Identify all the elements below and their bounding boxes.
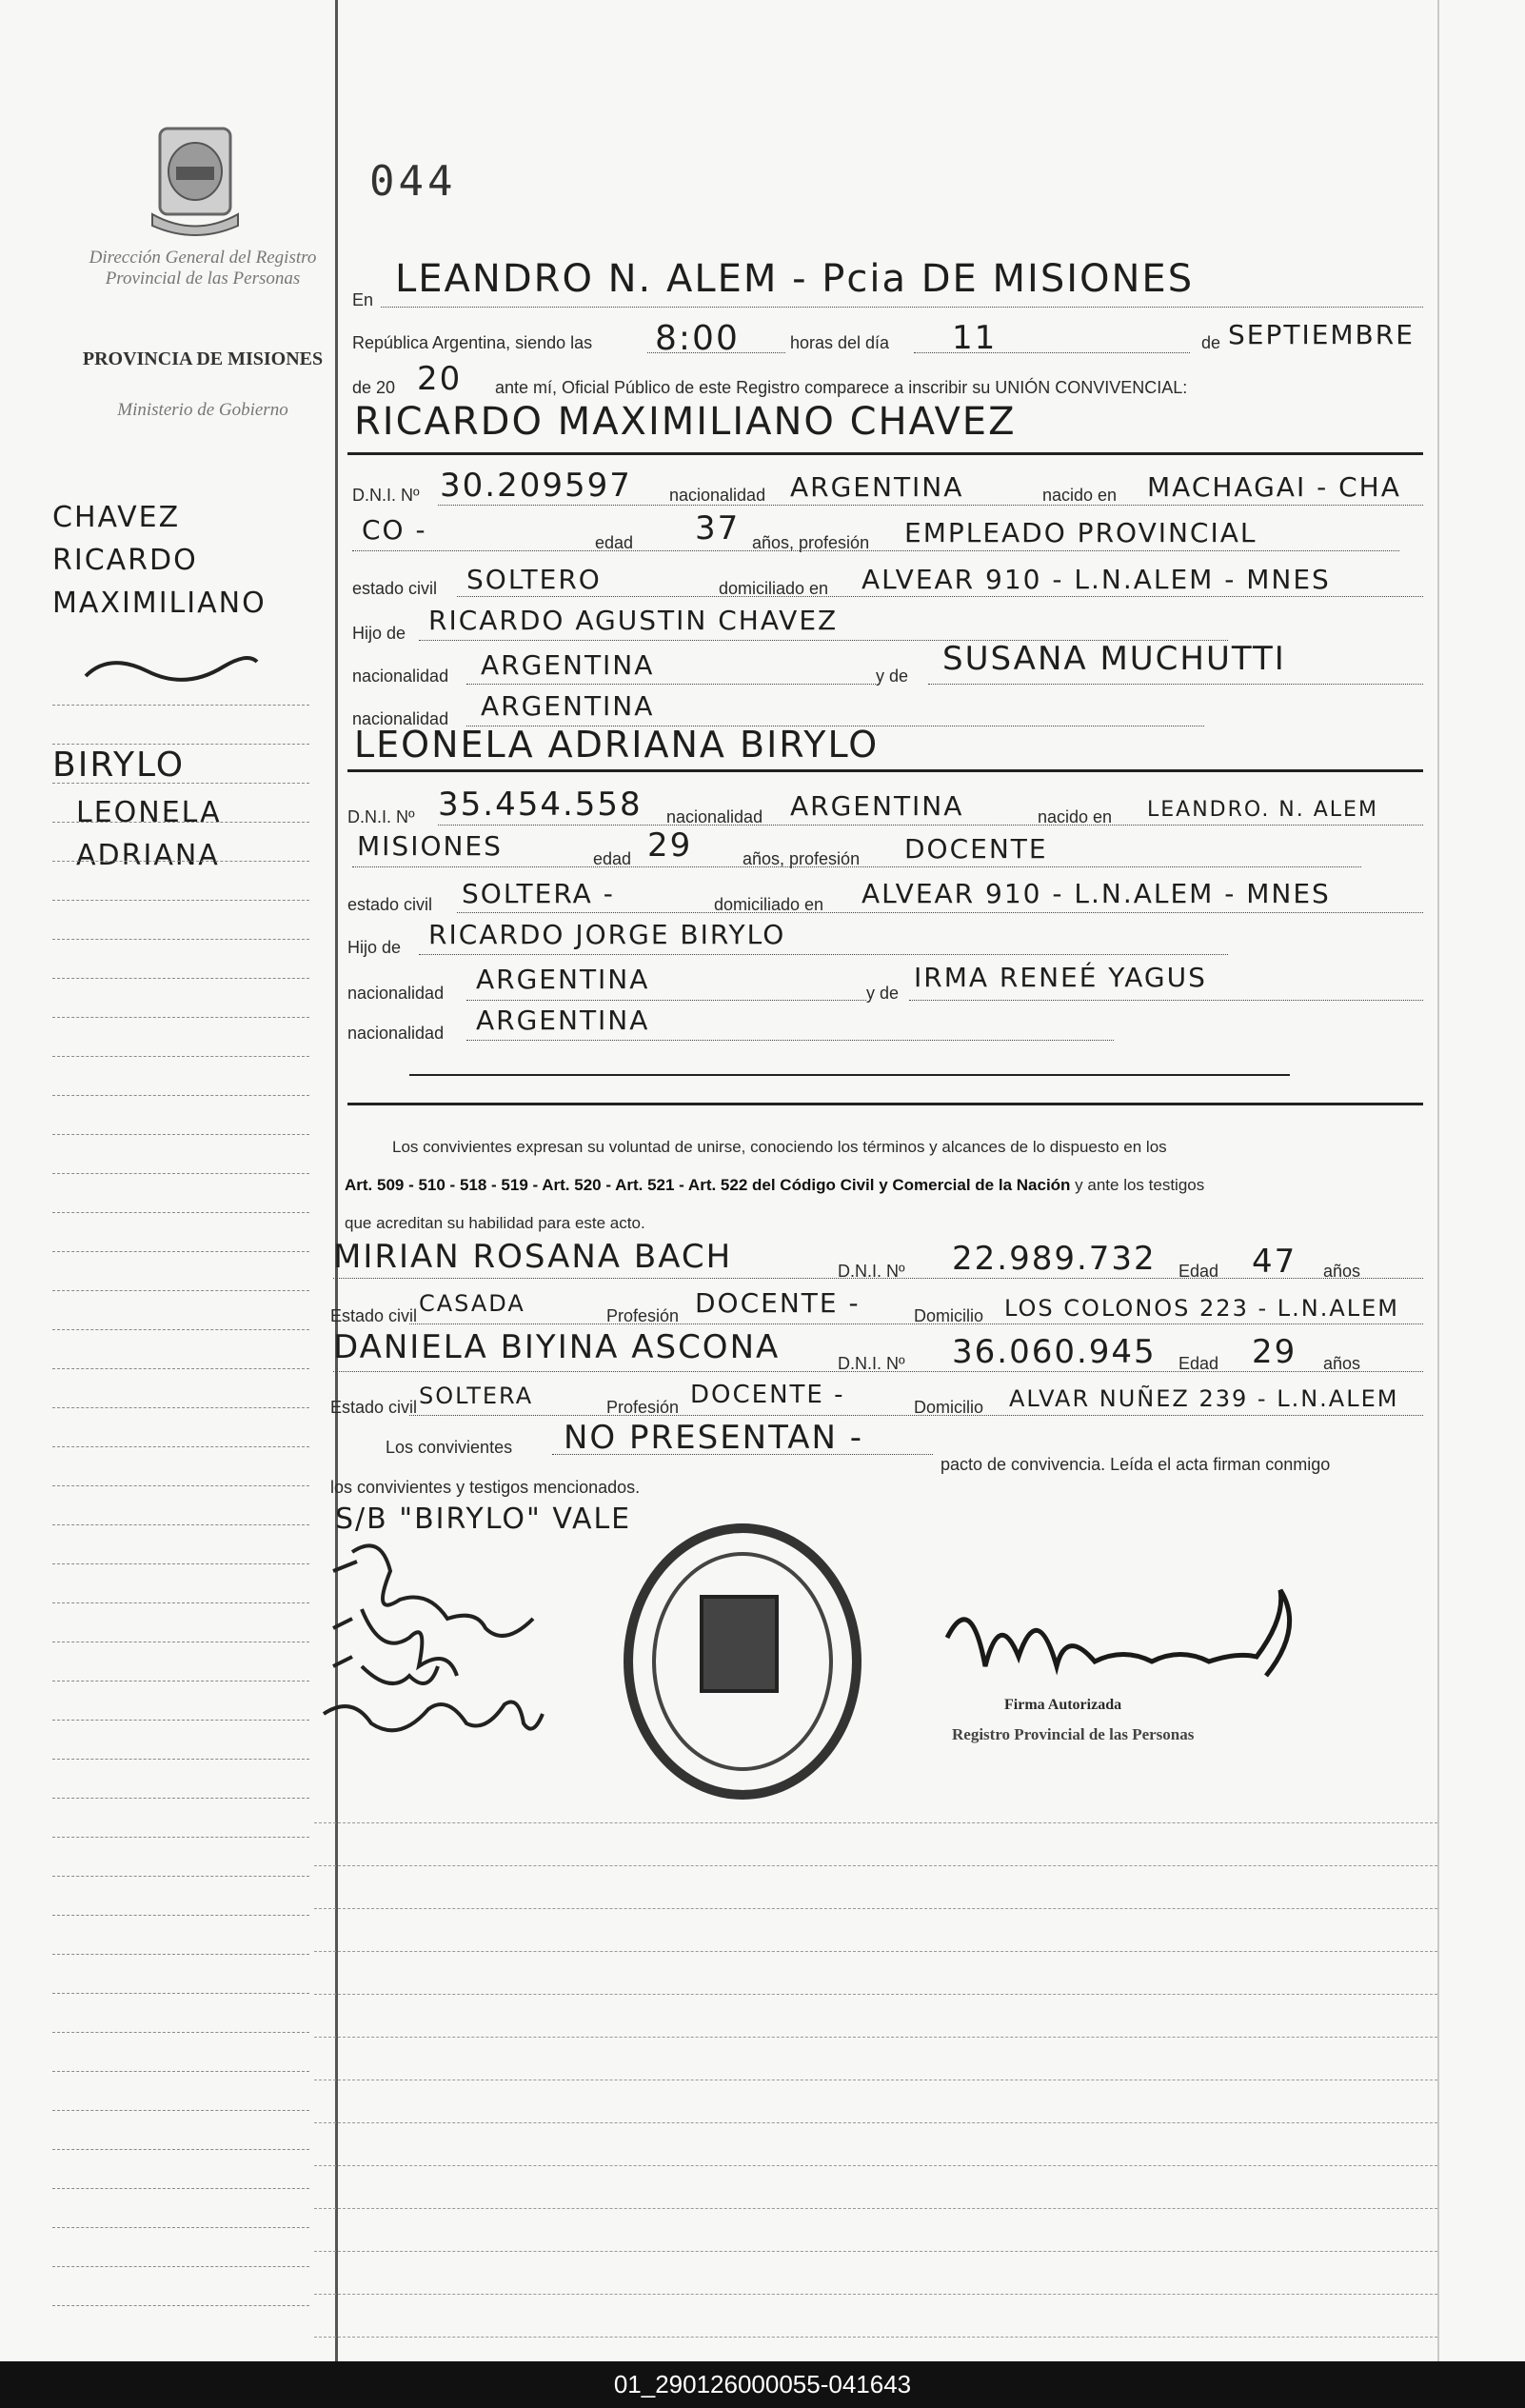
label-nacionalidad: nacionalidad [352, 667, 449, 686]
label-nacionalidad: nacionalidad [347, 1024, 445, 1043]
margin-name-line: MAXIMILIANO [52, 587, 267, 620]
witness2-profession: DOCENTE - [690, 1381, 845, 1409]
label-estado-civil: estado civil [352, 579, 438, 598]
field-rule [409, 1415, 1423, 1416]
act-place: LEANDRO N. ALEM - Pcia DE MISIONES [395, 257, 1195, 301]
signature-caption: Firma Autorizada [1004, 1697, 1122, 1713]
person1-nationality: ARGENTINA [790, 471, 964, 503]
name-underline [347, 769, 1423, 772]
label-anos-profesion: años, profesión [752, 533, 870, 552]
person2-birthplace: LEANDRO. N. ALEM [1147, 798, 1378, 822]
label-domiciliado-en: domiciliado en [714, 895, 824, 914]
person1-age: 37 [695, 509, 741, 547]
label-los-convivientes: Los convivientes [386, 1438, 513, 1457]
separator-line [409, 1074, 1290, 1076]
witness1-name: MIRIAN ROSANA BACH [333, 1238, 733, 1276]
field-rule [914, 352, 1190, 353]
witness2-civil-status: SOLTERA [419, 1383, 534, 1409]
blank-ruled-lines [314, 1781, 1437, 2338]
page-right-border [1437, 0, 1439, 2361]
person2-profession: DOCENTE [904, 833, 1048, 865]
person1-birthplace-cont: CO - [362, 514, 427, 546]
person2-age: 29 [647, 826, 693, 865]
label-y-de: y de [876, 667, 909, 686]
label-horas: horas del día [790, 333, 890, 352]
person2-birthplace-cont: MISIONES [357, 830, 503, 862]
label-y-de: y de [866, 984, 900, 1003]
label-hijo-de: Hijo de [347, 938, 402, 957]
field-rule [352, 550, 1399, 551]
label-testigos: los convivientes y testigos mencionados. [330, 1478, 641, 1497]
person2-mother: IRMA RENEÉ YAGUS [914, 962, 1207, 993]
label-ante-mi: ante mí, Oficial Público de este Registro comparece a inscribir su UNIÓN CONVIVENCIAL: [495, 378, 1188, 397]
label-edad: Edad [1178, 1262, 1219, 1281]
act-day: 11 [952, 319, 998, 357]
label-anos: años [1323, 1354, 1361, 1373]
witness1-dni: 22.989.732 [952, 1240, 1157, 1278]
signature-office: Registro Provincial de las Personas [952, 1725, 1195, 1743]
label-hijo-de: Hijo de [352, 624, 406, 643]
coat-of-arms-logo [143, 119, 248, 243]
field-rule [928, 684, 1423, 685]
label-nacionalidad: nacionalidad [666, 807, 763, 826]
legal-text-rest: y ante los testigos [1075, 1176, 1205, 1194]
label-nacionalidad: nacionalidad [347, 984, 445, 1003]
officer-signature [942, 1581, 1314, 1695]
person2-dni: 35.454.558 [438, 786, 643, 824]
party-signatures [314, 1533, 562, 1752]
label-nacido-en: nacido en [1042, 486, 1118, 505]
margin-name-line: LEONELA [76, 796, 222, 829]
person1-birthplace: MACHAGAI - CHA [1147, 471, 1401, 503]
field-rule [466, 684, 876, 685]
label-nacido-en: nacido en [1038, 807, 1113, 826]
field-rule [552, 1454, 933, 1455]
pact-value: NO PRESENTAN - [564, 1419, 864, 1457]
margin-ruled-lines [52, 667, 309, 2306]
witness1-age: 47 [1252, 1243, 1297, 1281]
legal-text [345, 1128, 1420, 1243]
label-estado-civil: Estado civil [330, 1306, 418, 1325]
field-rule [381, 307, 1423, 308]
label-dni: D.N.I. Nº [838, 1354, 905, 1373]
label-dni: D.N.I. Nº [838, 1262, 905, 1281]
label-de-20: de 20 [352, 378, 396, 397]
person1-dni: 30.209597 [440, 467, 632, 505]
label-nacionalidad: nacionalidad [669, 486, 766, 505]
witness2-age: 29 [1252, 1333, 1297, 1371]
label-nacionalidad: nacionalidad [352, 709, 449, 728]
field-rule [333, 1278, 1423, 1279]
label-anos-profesion: años, profesión [743, 849, 861, 868]
label-anos: años [1323, 1262, 1361, 1281]
field-rule [647, 352, 785, 353]
label-republica: República Argentina, siendo las [352, 333, 593, 352]
province-name: PROVINCIA DE MISIONES [82, 348, 324, 369]
label-estado-civil: Estado civil [330, 1398, 418, 1417]
label-pacto: pacto de convivencia. Leída el acta firman conmigo [941, 1455, 1331, 1474]
legal-text-line [345, 1166, 1420, 1204]
field-rule [352, 866, 1361, 867]
field-rule [457, 912, 1423, 913]
person1-civil-status: SOLTERO [466, 564, 602, 595]
act-hour: 8:00 [655, 319, 740, 358]
seal-center-emblem [700, 1595, 779, 1693]
witness2-address: ALVAR NUÑEZ 239 - L.N.ALEM [1009, 1385, 1399, 1412]
legal-articles: Art. 509 - 510 - 518 - 519 - Art. 520 - Art. 521 - Art. 522 del Código Civil y Comercial de la Nación [345, 1176, 1071, 1194]
witness2-dni: 36.060.945 [952, 1333, 1157, 1371]
person1-mother-nationality: ARGENTINA [481, 690, 655, 722]
margin-name-line: RICARDO [52, 544, 198, 577]
act-year: 20 [417, 360, 463, 398]
field-rule [333, 1371, 1423, 1372]
label-domiciliado-en: domiciliado en [719, 579, 829, 598]
witness1-profession: DOCENTE - [695, 1287, 861, 1319]
label-profesion: Profesión [606, 1398, 680, 1417]
legal-text-line: Los convivientes expresan su voluntad de unirse, conociendo los términos y alcances de lo dispuesto en los [392, 1138, 1167, 1156]
person2-father: RICARDO JORGE BIRYLO [428, 919, 786, 950]
label-en: En [352, 290, 374, 309]
person2-civil-status: SOLTERA - [462, 878, 615, 909]
margin-name-line: ADRIANA [76, 839, 220, 872]
act-month: SEPTIEMBRE [1228, 319, 1415, 350]
person2-nationality: ARGENTINA [790, 790, 964, 822]
field-rule [457, 596, 1423, 597]
person2-name: LEONELA ADRIANA BIRYLO [354, 724, 880, 766]
witness2-name: DANIELA BIYINA ASCONA [333, 1328, 781, 1366]
label-domicilio: Domicilio [914, 1398, 984, 1417]
margin-name-line: BIRYLO [52, 746, 186, 785]
witness1-civil-status: CASADA [419, 1290, 525, 1317]
person1-name: RICARDO MAXIMILIANO CHAVEZ [354, 400, 1017, 444]
person1-mother: SUSANA MUCHUTTI [942, 640, 1286, 678]
label-de: de [1201, 333, 1221, 352]
label-edad: edad [593, 849, 632, 868]
label-edad: Edad [1178, 1354, 1219, 1373]
label-edad: edad [595, 533, 634, 552]
margin-name-line: CHAVEZ [52, 501, 181, 534]
field-rule [909, 1000, 1423, 1001]
person1-father: RICARDO AGUSTIN CHAVEZ [428, 605, 839, 636]
ministry-name: Ministerio de Gobierno [117, 400, 288, 420]
scan-id-footer: 01_290126000055-041643 [0, 2361, 1525, 2408]
field-rule [466, 1000, 866, 1001]
person2-father-nationality: ARGENTINA [476, 964, 650, 995]
person1-profession: EMPLEADO PROVINCIAL [904, 517, 1258, 548]
amendment-note: S/B "BIRYLO" VALE [335, 1503, 632, 1536]
person1-father-nationality: ARGENTINA [481, 649, 655, 681]
label-dni: D.N.I. Nº [352, 486, 420, 505]
label-profesion: Profesión [606, 1306, 680, 1325]
person2-mother-nationality: ARGENTINA [476, 1005, 650, 1036]
label-dni: D.N.I. Nº [347, 807, 415, 826]
field-rule [438, 825, 1423, 826]
office-name: Dirección General del Registro Provincial de las Personas [89, 248, 317, 289]
label-estado-civil: estado civil [347, 895, 433, 914]
person2-address: ALVEAR 910 - L.N.ALEM - MNES [862, 878, 1331, 909]
label-domicilio: Domicilio [914, 1306, 984, 1325]
field-rule [466, 1040, 1114, 1041]
separator-line [347, 1103, 1423, 1105]
field-rule [409, 1323, 1423, 1324]
legal-text-line: que acreditan su habilidad para este acto. [345, 1214, 645, 1232]
person1-address: ALVEAR 910 - L.N.ALEM - MNES [862, 564, 1331, 595]
witness1-address: LOS COLONOS 223 - L.N.ALEM [1004, 1295, 1399, 1322]
name-underline [347, 452, 1423, 455]
field-rule [419, 954, 1228, 955]
act-number: 044 [369, 157, 457, 206]
field-rule [438, 505, 1423, 506]
